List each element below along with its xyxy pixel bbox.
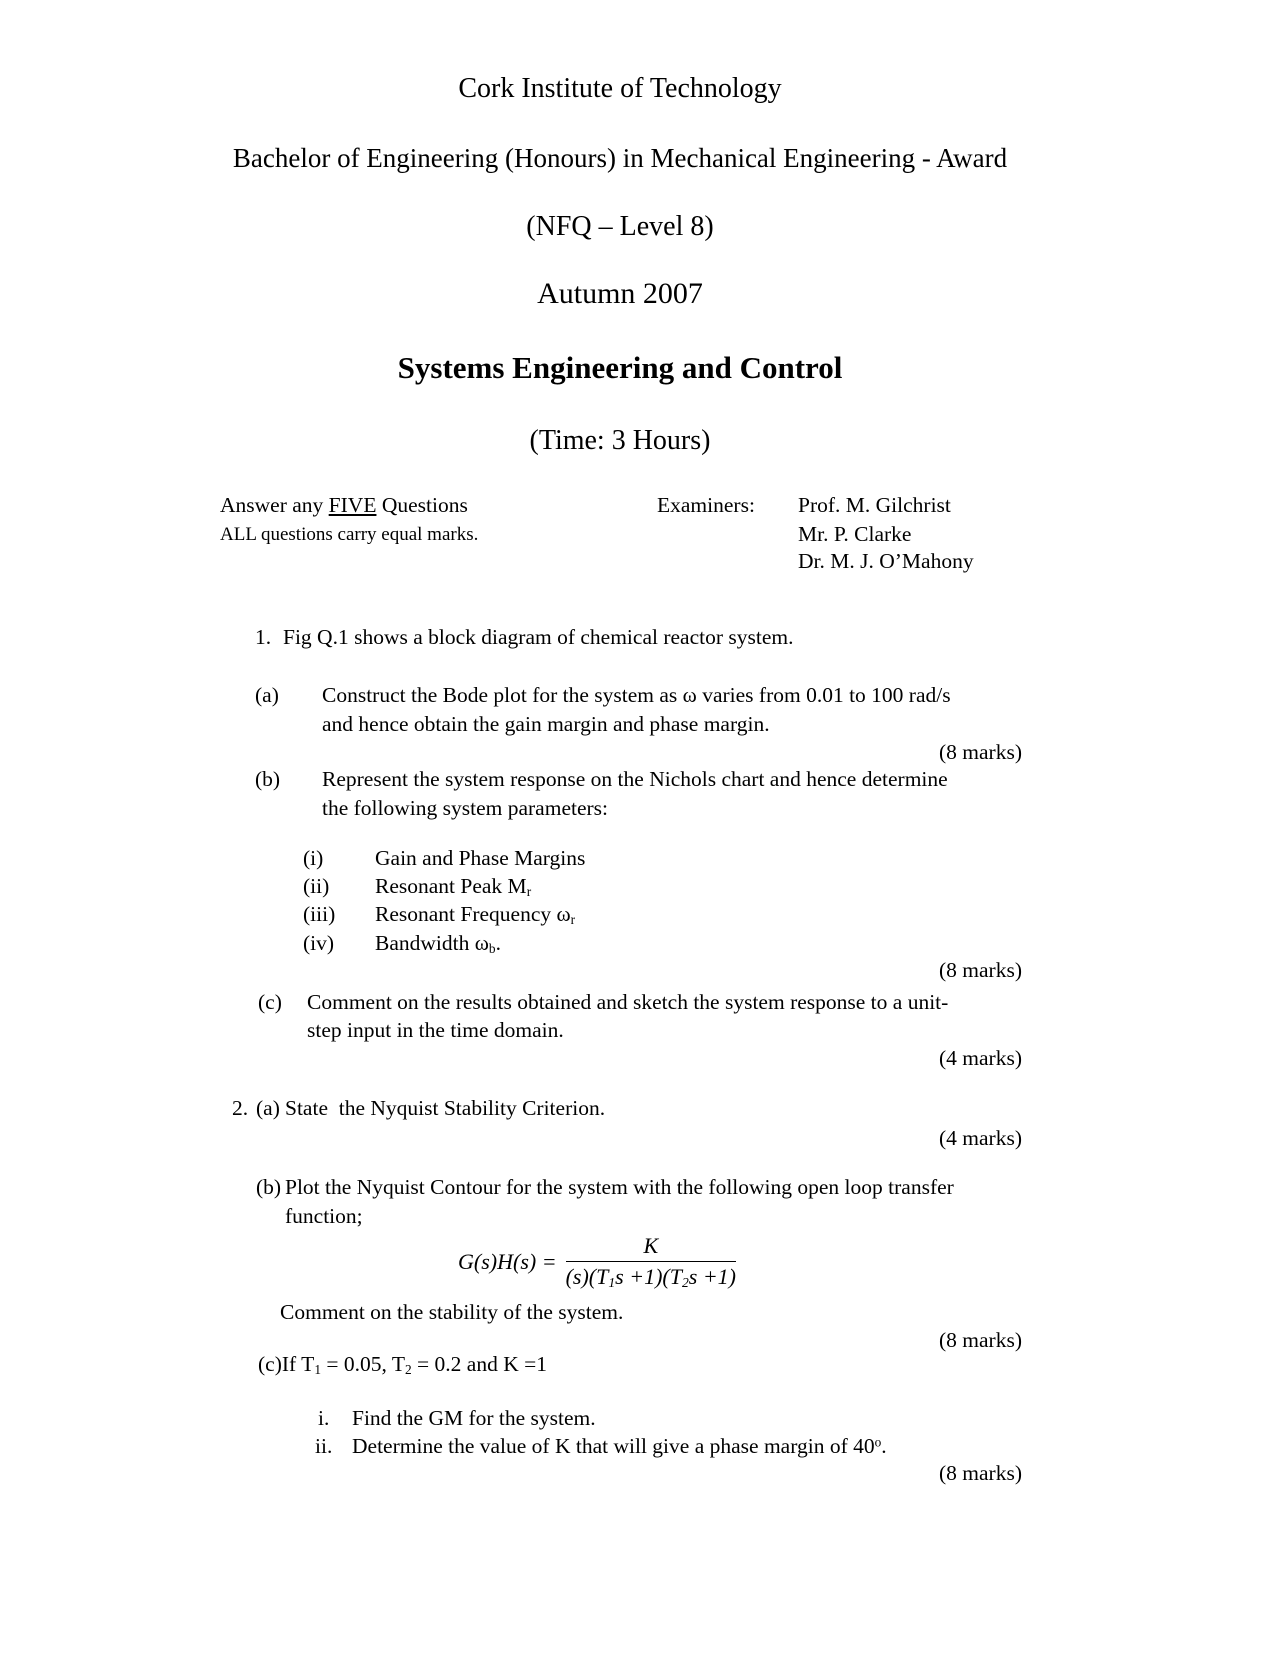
- q2b-comment: Comment on the stability of the system.: [280, 1300, 624, 1324]
- transfer-function-equation: [458, 1233, 736, 1291]
- q2c-item-text: Find the GM for the system.: [352, 1406, 596, 1430]
- examiner-name: Dr. M. J. O’Mahony: [798, 549, 974, 573]
- subject-title: Systems Engineering and Control: [397, 350, 843, 385]
- exam-duration: (Time: 3 Hours): [529, 425, 711, 456]
- programme-title: Bachelor of Engineering (Honours) in Mechanical Engineering - Award: [232, 143, 1008, 173]
- answer-instruction-pre: Answer any: [220, 493, 329, 517]
- q2b-text-line1: Plot the Nyquist Contour for the system with the following open loop transfer: [285, 1175, 954, 1199]
- q1b-text-line1: Represent the system response on the Nichols chart and hence determine: [322, 767, 948, 791]
- answer-instruction-five: FIVE: [328, 493, 377, 517]
- q1c-text-line2: step input in the time domain.: [307, 1018, 564, 1042]
- q2c-item-label: i.: [318, 1406, 330, 1430]
- equation-numerator: K: [566, 1233, 736, 1262]
- q1b-marks: (8 marks): [939, 958, 1022, 982]
- q1b-label: (b): [255, 767, 281, 791]
- q1a-text-line2: and hence obtain the gain margin and phase margin.: [322, 712, 770, 736]
- equal-marks-note: ALL questions carry equal marks.: [220, 524, 479, 545]
- q1c-marks: (4 marks): [939, 1046, 1022, 1070]
- equation-denominator: $(s)(T_1s +1)(T_2s +1)$: [565, 1264, 736, 1291]
- examiners-label: Examiners:: [657, 493, 755, 517]
- examiner-name: Mr. P. Clarke: [798, 522, 912, 546]
- q1b-item-label: (iv): [303, 931, 335, 955]
- answer-instruction: [220, 493, 468, 518]
- q2c-intro: (c)If $T_1 = 0.05$, $T_2 = 0.2$ and K =1: [258, 1352, 547, 1377]
- q1b-item-text: Resonant Peak $M_r$: [375, 874, 532, 899]
- q1b-item-label: (iii): [303, 902, 336, 926]
- q1b-text-line2: the following system parameters:: [322, 796, 608, 820]
- q2-number: 2.: [232, 1096, 249, 1120]
- q1b-item-label: (ii): [303, 874, 330, 898]
- examiner-name: Prof. M. Gilchrist: [798, 493, 951, 517]
- answer-instruction-post: Questions: [376, 493, 468, 517]
- exam-session: Autumn 2007: [537, 277, 703, 310]
- q1b-item-text: Bandwidth $\omega_b$.: [375, 931, 501, 956]
- q1c-label: (c): [258, 990, 282, 1014]
- q1b-item-label: (i): [303, 846, 324, 870]
- equation-fraction: [566, 1233, 736, 1291]
- nfq-level: (NFQ – Level 8): [526, 211, 714, 242]
- q1c-text-line1: Comment on the results obtained and sketch the system response to a unit-: [307, 990, 949, 1014]
- q1a-label: (a): [255, 683, 279, 707]
- q1b-item-text: Gain and Phase Margins: [375, 846, 586, 870]
- q1a-text-line1: Construct the Bode plot for the system as ω varies from 0.01 to 100 rad/s: [322, 683, 951, 707]
- q2b-label: (b): [256, 1175, 282, 1199]
- q1b-item-text: Resonant Frequency $\omega_r$: [375, 902, 576, 927]
- q2c-marks: (8 marks): [939, 1461, 1022, 1485]
- q2a-text: State the Nyquist Stability Criterion.: [285, 1096, 606, 1120]
- q1-intro: Fig Q.1 shows a block diagram of chemical reactor system.: [283, 625, 794, 649]
- institution-title: Cork Institute of Technology: [458, 73, 782, 104]
- q2a-label: (a): [256, 1096, 280, 1120]
- q1-number: 1.: [255, 625, 272, 649]
- q1a-marks: (8 marks): [939, 740, 1022, 764]
- q2c-item-label: ii.: [315, 1434, 333, 1458]
- q2c-item-text: Determine the value of K that will give a phase margin of 40$^o$.: [352, 1434, 887, 1458]
- equation-lhs: G(s)H(s) =: [458, 1249, 557, 1275]
- q2a-marks: (4 marks): [939, 1126, 1022, 1150]
- q2b-text-line2: function;: [285, 1204, 363, 1228]
- q2b-marks: (8 marks): [939, 1328, 1022, 1352]
